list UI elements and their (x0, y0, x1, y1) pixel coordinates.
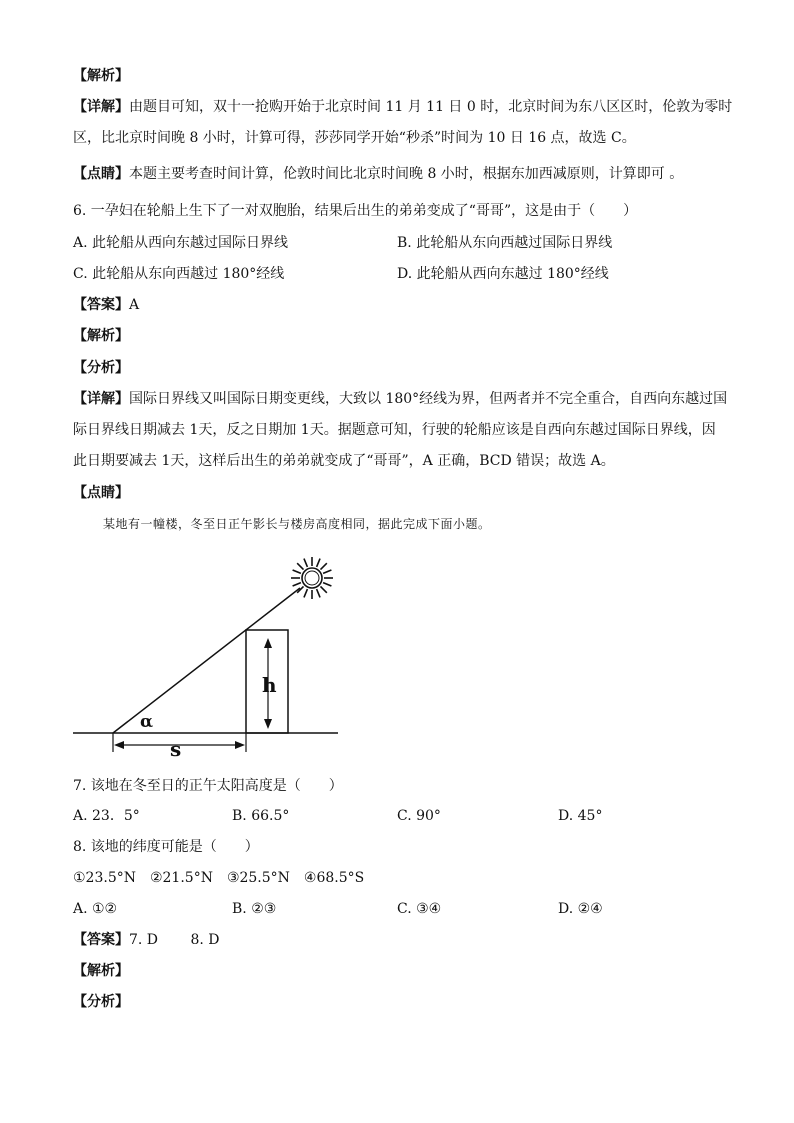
alpha-label: α (140, 712, 154, 732)
q8-option-a: A. ①② (73, 901, 118, 917)
sun-ray (323, 570, 331, 573)
q6-option-c: C. 此轮船从东向西越过 180°经线 (73, 266, 285, 282)
detail-tag: 【详解】 (73, 391, 129, 407)
q7-option-a: A. 23．5° (73, 808, 140, 824)
sun-ray (304, 589, 307, 597)
detail-tag: 【详解】 (73, 99, 129, 115)
detail-text: 由题目可知，双十一抢购开始于北京时间 11 月 11 日 0 时，北京时间为东八区区时，伦敦为零时 (129, 99, 733, 115)
q6-option-d: D. 此轮船从西向东越过 180°经线 (397, 266, 609, 282)
q7-option-b: B. 66.5° (232, 808, 290, 824)
q7-option-d: D. 45° (558, 808, 603, 824)
section-fenxi-2: 【分析】 (73, 994, 129, 1010)
group-intro: 某地有一幢楼，冬至日正午影长与楼房高度相同，据此完成下面小题。 (103, 517, 491, 531)
answer-78 (73, 930, 220, 950)
sun-ray (323, 583, 331, 586)
shadow-label: s (170, 737, 182, 761)
q6-detail-line-3: 此日期要减去 1天，这样后出生的弟弟就变成了“哥哥”，A 正确，BCD 错误；故选 A。 (73, 453, 615, 469)
q6-option-b: B. 此轮船从东向西越过国际日界线 (397, 235, 613, 251)
q8-stem: 8. 该地的纬度可能是（ ） (73, 839, 259, 855)
q8-option-d: D. ②④ (558, 901, 603, 917)
sun-ray (293, 583, 301, 586)
answer-tag: 【答案】 (73, 297, 129, 313)
comment-text: 本题主要考查时间计算，伦敦时间比北京时间晚 8 小时，根据东加西减原则，计算即可 。 (129, 166, 684, 182)
comment-tag: 【点睛】 (73, 166, 129, 182)
q6-detail-line-2: 际日界线日期减去 1天，反之日期加 1天。据题意可知，行驶的轮船应该是自西向东越过国际日界线，因 (73, 422, 716, 438)
q6-analysis: 【解析】 (73, 328, 129, 344)
q8-option-c: C. ③④ (397, 901, 442, 917)
answer-tag: 【答案】 (73, 932, 129, 948)
height-arrow-top (264, 638, 272, 648)
sun-ray (297, 563, 303, 569)
detail-text: 国际日界线又叫国际日期变更线，大致以 180°经线为界，但两者并不完全重合，自西向东越过国 (129, 391, 728, 407)
q6-stem: 6. 一孕妇在轮船上生下了一对双胞胎，结果后出生的弟弟变成了“哥哥”，这是由于（ ） (73, 203, 638, 219)
sun-ray (317, 589, 320, 597)
q7-stem: 7. 该地在冬至日的正午太阳高度是（ ） (73, 778, 343, 794)
answer-text: A (129, 297, 140, 313)
answer-text: 7. D 8. D (129, 932, 220, 948)
shadow-dim-arrow-left (114, 741, 124, 749)
q6-fenxi: 【分析】 (73, 360, 129, 376)
q7-option-c: C. 90° (397, 808, 441, 824)
q8-option-b: B. ②③ (232, 901, 277, 917)
section-analysis-2: 【解析】 (73, 963, 129, 979)
sun-icon (291, 557, 333, 599)
q6-option-a: A. 此轮船从西向东越过国际日界线 (73, 235, 289, 251)
q6-comment: 【点睛】 (73, 485, 129, 501)
height-arrow-bottom (264, 719, 272, 729)
sun-ray (320, 586, 326, 592)
sun-ray (304, 559, 307, 567)
sun-ray (293, 570, 301, 573)
sun-ray (320, 563, 326, 569)
sun-ray (317, 559, 320, 567)
section-analysis-1: 【解析】 (73, 68, 129, 84)
shadow-dim-arrow-right (235, 741, 245, 749)
height-label: h (262, 673, 277, 697)
q8-choices: ①23.5°N ②21.5°N ③25.5°N ④68.5°S (73, 870, 365, 886)
detail-1-line-2: 区，比北京时间晚 8 小时，计算可得，莎莎同学开始“秒杀”时间为 10 日 16 点，故选 C。 (73, 130, 636, 146)
